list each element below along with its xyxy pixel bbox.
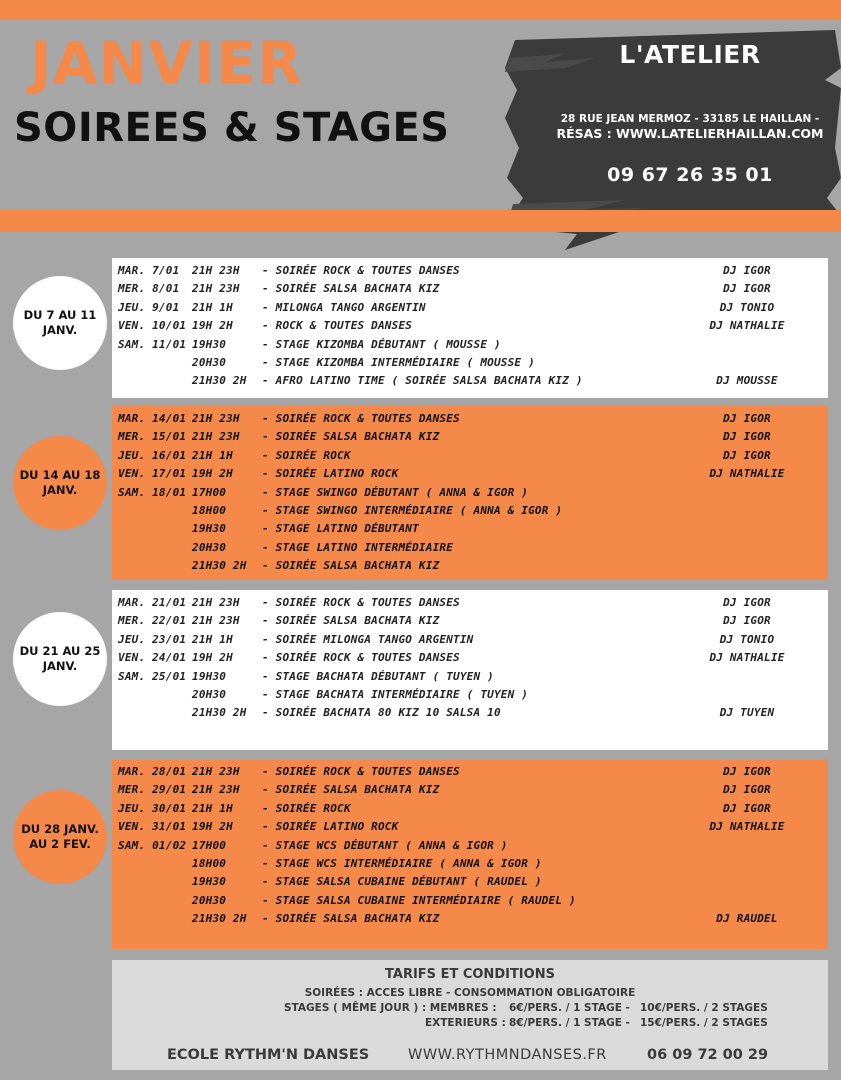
event-row	[112, 800, 828, 818]
month-title: JANVIER	[30, 29, 303, 97]
event-title: - SOIRÉE ROCK	[262, 801, 351, 815]
event-row	[112, 594, 828, 612]
event-row	[112, 855, 828, 873]
event-title: - STAGE SWINGO DÉBUTANT ( ANNA & IGOR )	[262, 485, 529, 499]
event-time: 19H30	[192, 875, 227, 889]
event-date: VEN. 24/01	[118, 651, 187, 665]
event-title: - STAGE LATINO DÉBUTANT	[262, 522, 419, 536]
tarifs-ext-one: 8€/PERS. / 1 STAGE -	[509, 1017, 630, 1029]
event-time: 21H 23H	[192, 412, 240, 425]
event-row	[112, 372, 828, 390]
event-row	[112, 686, 828, 704]
event-time: 21H 1H	[192, 801, 233, 815]
event-time: 21H 23H	[192, 783, 240, 797]
event-date: VEN. 10/01	[118, 319, 187, 333]
event-time: 19H30	[192, 669, 227, 683]
event-row	[112, 539, 828, 557]
event-dj: DJ NATHALIE	[709, 820, 785, 834]
event-date: VEN. 31/01	[118, 820, 187, 834]
footer-phone[interactable]: 06 09 72 00 29	[647, 1047, 769, 1063]
event-date: MAR. 28/01	[118, 765, 187, 778]
event-title: - SOIRÉE BACHATA 80 KIZ 10 SALSA 10	[262, 706, 501, 720]
event-dj: DJ TONIO	[719, 632, 775, 646]
event-date: JEU. 30/01	[118, 801, 187, 815]
event-dj: DJ NATHALIE	[709, 467, 785, 481]
event-title: - STAGE WCS INTERMÉDIAIRE ( ANNA & IGOR )	[262, 856, 542, 870]
event-time: 19H 2H	[192, 467, 233, 481]
event-time: 21H 23H	[192, 765, 240, 778]
event-dj: DJ IGOR	[723, 448, 771, 462]
event-time: 21H 23H	[192, 430, 240, 444]
event-time: 19H 2H	[192, 820, 233, 834]
week-badge	[13, 612, 107, 706]
event-row	[112, 704, 828, 722]
event-date: SAM. 18/01	[118, 485, 187, 499]
event-title: - STAGE WCS DÉBUTANT ( ANNA & IGOR )	[262, 838, 508, 852]
event-dj: DJ IGOR	[723, 783, 771, 797]
tarifs-exterieurs-label: EXTERIEURS :	[425, 1017, 506, 1029]
top-accent-bar	[0, 0, 841, 20]
event-time: 19H 2H	[192, 651, 233, 665]
week-badge	[13, 436, 107, 530]
event-time: 19H30	[192, 522, 227, 536]
week-badge-line2: AU 2 FEV.	[29, 837, 91, 851]
event-row	[112, 465, 828, 483]
event-title: - SOIRÉE ROCK & TOUTES DANSES	[262, 264, 460, 277]
page-subtitle: SOIREES & STAGES	[14, 105, 450, 151]
event-time: 20H30	[192, 687, 227, 701]
week-badge	[13, 276, 107, 370]
event-title: - SOIRÉE SALSA BACHATA KIZ	[262, 912, 440, 926]
week-badge-line1: DU 21 AU 25	[19, 644, 101, 658]
event-row	[112, 428, 828, 446]
tarifs-members-two: 10€/PERS. / 2 STAGES	[640, 1002, 768, 1014]
event-time: 21H 1H	[192, 300, 233, 314]
event-dj: DJ IGOR	[723, 430, 771, 444]
event-time: 20H30	[192, 540, 227, 554]
week-badge-line2: JANV.	[42, 659, 78, 673]
event-time: 21H 1H	[192, 632, 233, 646]
event-date: SAM. 25/01	[118, 669, 187, 683]
venue-phone[interactable]: 09 67 26 35 01	[607, 164, 773, 186]
event-title: - AFRO LATINO TIME ( SOIRÉE SALSA BACHATA KIZ )	[262, 374, 583, 388]
event-time: 17H00	[192, 485, 227, 499]
event-date: MAR. 14/01	[118, 412, 187, 425]
event-time: 21H30 2H	[192, 706, 247, 720]
event-row	[112, 354, 828, 372]
event-time: 21H30 2H	[192, 559, 247, 573]
event-row	[112, 280, 828, 298]
event-dj: DJ IGOR	[723, 614, 771, 628]
event-time: 21H 23H	[192, 596, 240, 609]
event-row	[112, 502, 828, 520]
venue-name: L'ATELIER	[619, 40, 761, 69]
event-title: - SOIRÉE SALSA BACHATA KIZ	[262, 559, 440, 573]
event-row	[112, 612, 828, 630]
event-date: MER. 22/01	[118, 614, 187, 628]
event-row	[112, 520, 828, 538]
event-title: - MILONGA TANGO ARGENTIN	[262, 300, 426, 314]
event-time: 21H30 2H	[192, 912, 247, 926]
event-row	[112, 873, 828, 891]
event-dj: DJ MOUSSE	[716, 374, 778, 388]
event-row	[112, 892, 828, 910]
event-time: 21H 1H	[192, 448, 233, 462]
event-row	[112, 631, 828, 649]
event-title: - STAGE SWINGO INTERMÉDIAIRE ( ANNA & IGOR )	[262, 503, 563, 517]
tarifs-ext-two: 15€/PERS. / 2 STAGES	[640, 1017, 768, 1029]
event-title: - SOIRÉE SALSA BACHATA KIZ	[262, 282, 440, 296]
event-time: 17H00	[192, 838, 227, 852]
event-date: MAR. 21/01	[118, 596, 187, 609]
event-dj: DJ IGOR	[723, 282, 771, 296]
event-date: JEU. 16/01	[118, 448, 187, 462]
event-row	[112, 649, 828, 667]
event-row	[112, 336, 828, 354]
event-title: - SOIRÉE ROCK & TOUTES DANSES	[262, 412, 460, 425]
event-date: MER. 8/01	[118, 282, 180, 296]
footer-website[interactable]: WWW.RYTHMNDANSES.FR	[408, 1047, 607, 1063]
event-title: - SOIRÉE ROCK & TOUTES DANSES	[262, 651, 460, 665]
event-title: - SOIRÉE SALSA BACHATA KIZ	[262, 430, 440, 444]
event-row	[112, 262, 828, 280]
week-panel	[112, 759, 828, 949]
event-date: JEU. 9/01	[118, 300, 180, 314]
event-title: - STAGE SALSA CUBAINE DÉBUTANT ( RAUDEL )	[262, 875, 542, 889]
event-title: - SOIRÉE ROCK	[262, 448, 351, 462]
tarifs-members-one: 6€/PERS. / 1 STAGE -	[509, 1002, 630, 1014]
event-title: - SOIRÉE LATINO ROCK	[262, 820, 399, 834]
event-date: SAM. 01/02	[118, 838, 187, 852]
event-row	[112, 484, 828, 502]
event-time: 20H30	[192, 355, 227, 369]
venue-reservations[interactable]: RÉSAS : WWW.LATELIERHAILLAN.COM	[556, 126, 824, 141]
week-panel	[112, 590, 828, 750]
week-panel	[112, 406, 828, 580]
event-dj: DJ NATHALIE	[709, 319, 785, 333]
event-time: 18H00	[192, 503, 227, 517]
middle-accent-bar	[0, 210, 841, 232]
event-title: - STAGE BACHATA INTERMÉDIAIRE ( TUYEN )	[262, 687, 529, 701]
event-title: - SOIRÉE SALSA BACHATA KIZ	[262, 614, 440, 628]
event-date: MER. 15/01	[118, 430, 187, 444]
event-title: - ROCK & TOUTES DANSES	[262, 319, 413, 333]
event-date: MER. 29/01	[118, 783, 187, 797]
week-badge-line1: DU 14 AU 18	[19, 468, 101, 482]
event-title: - STAGE SALSA CUBAINE INTERMÉDIAIRE ( RAUDEL )	[262, 893, 576, 907]
week-badge-line2: JANV.	[42, 483, 78, 497]
event-time: 21H 23H	[192, 282, 240, 296]
event-row	[112, 781, 828, 799]
event-time: 20H30	[192, 893, 227, 907]
event-row	[112, 763, 828, 781]
event-title: - STAGE LATINO INTERMÉDIAIRE	[262, 540, 454, 554]
event-dj: DJ IGOR	[723, 801, 771, 815]
week-badge	[13, 790, 107, 884]
event-time: 19H 2H	[192, 319, 233, 333]
footer-school: ECOLE RYTHM'N DANSES	[167, 1047, 370, 1063]
event-time: 18H00	[192, 856, 227, 870]
event-row	[112, 410, 828, 428]
event-title: - SOIRÉE ROCK & TOUTES DANSES	[262, 765, 460, 778]
event-row	[112, 818, 828, 836]
event-row	[112, 837, 828, 855]
event-time: 19H30	[192, 337, 227, 351]
event-title: - STAGE KIZOMBA DÉBUTANT ( MOUSSE )	[262, 337, 501, 351]
week-badge-line1: DU 7 AU 11	[23, 308, 97, 322]
event-date: SAM. 11/01	[118, 337, 187, 351]
event-dj: DJ IGOR	[723, 412, 771, 425]
event-date: MAR. 7/01	[118, 264, 180, 277]
event-date: JEU. 23/01	[118, 632, 187, 646]
tarifs-stages-label: STAGES ( MÊME JOUR ) : MEMBRES :	[284, 1002, 497, 1014]
event-time: 21H30 2H	[192, 374, 247, 388]
week-panel	[112, 258, 828, 398]
event-dj: DJ IGOR	[723, 765, 771, 778]
tarifs-title: TARIFS ET CONDITIONS	[385, 967, 555, 982]
event-title: - SOIRÉE SALSA BACHATA KIZ	[262, 783, 440, 797]
event-row	[112, 910, 828, 928]
event-title: - STAGE BACHATA DÉBUTANT ( TUYEN )	[262, 669, 494, 683]
event-dj: DJ RAUDEL	[716, 912, 778, 926]
event-row	[112, 317, 828, 335]
event-row	[112, 299, 828, 317]
week-badge-line1: DU 28 JANV.	[21, 822, 99, 836]
event-title: - SOIRÉE ROCK & TOUTES DANSES	[262, 596, 460, 609]
event-dj: DJ IGOR	[723, 264, 771, 277]
event-dj: DJ TUYEN	[719, 706, 775, 720]
venue-address: 28 RUE JEAN MERMOZ - 33185 LE HAILLAN -	[560, 113, 820, 125]
event-row	[112, 447, 828, 465]
event-dj: DJ TONIO	[719, 300, 775, 314]
event-title: - SOIRÉE MILONGA TANGO ARGENTIN	[262, 632, 474, 646]
event-row	[112, 557, 828, 575]
event-time: 21H 23H	[192, 264, 240, 277]
event-title: - SOIRÉE LATINO ROCK	[262, 467, 399, 481]
tarifs-soirees: SOIRÉES : ACCES LIBRE - CONSOMMATION OBLIGATOIRE	[304, 987, 636, 999]
event-row	[112, 668, 828, 686]
event-time: 21H 23H	[192, 614, 240, 628]
week-badge-line2: JANV.	[42, 323, 78, 337]
event-dj: DJ NATHALIE	[709, 651, 785, 665]
event-date: VEN. 17/01	[118, 467, 187, 481]
event-dj: DJ IGOR	[723, 596, 771, 609]
event-title: - STAGE KIZOMBA INTERMÉDIAIRE ( MOUSSE )	[262, 355, 535, 369]
